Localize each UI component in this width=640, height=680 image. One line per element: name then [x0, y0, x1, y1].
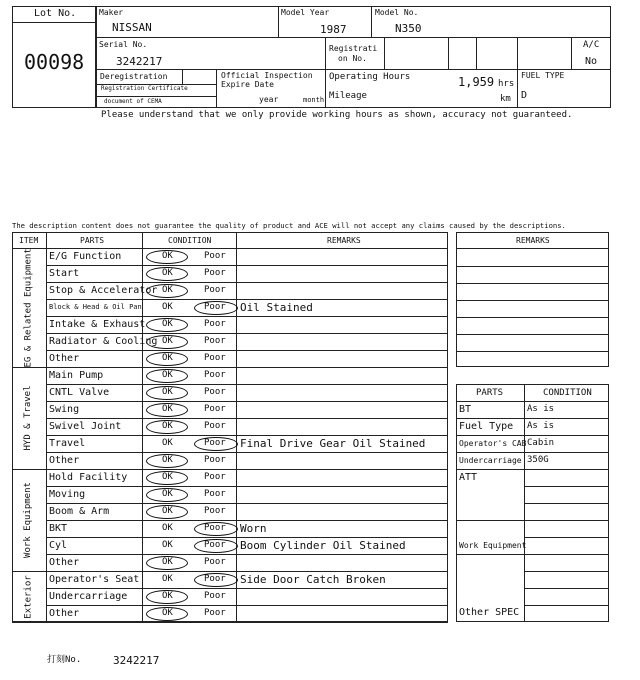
part-name: Stop & Accelerator [49, 285, 158, 296]
hours-notice: Please understand that we only provide working hours as shown, accuracy not guaranteed. [101, 110, 573, 120]
condition-circle [146, 284, 188, 298]
part-name: E/G Function [49, 251, 122, 262]
ok-option: OK [162, 404, 173, 414]
model-year-value: 1987 [320, 23, 347, 36]
poor-option: Poor [204, 268, 226, 278]
ok-option: OK [162, 489, 173, 499]
condition-circle [146, 505, 188, 519]
work-equipment-label: Work Equipment [459, 541, 527, 550]
condition-circle [146, 420, 188, 434]
poor-option: Poor [204, 387, 226, 397]
inspection-label-2: Expire Date [221, 80, 274, 89]
poor-option: Poor [204, 472, 226, 482]
registration-certificate-label: Registration Certificate [101, 85, 188, 92]
part-name: Moving [49, 489, 86, 500]
condition-circle [194, 539, 238, 553]
ok-option: OK [162, 608, 173, 618]
inspection-label-1: Official Inspection [221, 71, 313, 80]
remark-text: Worn [240, 522, 267, 535]
side-condition-value: Cabin [527, 438, 555, 448]
part-name: Main Pump [49, 370, 104, 381]
ok-option: OK [162, 574, 173, 584]
condition-circle [146, 369, 188, 383]
part-name: Swivel Joint [49, 421, 122, 432]
poor-option: Poor [204, 336, 226, 346]
part-name: Operator's Seat [49, 574, 140, 585]
lot-number: 00098 [24, 50, 85, 74]
side-condition-header: CONDITION [543, 388, 592, 398]
km-label: km [500, 94, 511, 104]
deregistration-label: Deregistration [100, 72, 168, 81]
condition-circle [194, 522, 238, 536]
condition-circle [146, 403, 188, 417]
registration-label-1: Registrati [329, 44, 378, 53]
footer-label: 打刻No. [47, 655, 82, 665]
part-name: Other [49, 608, 80, 619]
poor-option: Poor [204, 319, 226, 329]
poor-option: Poor [204, 489, 226, 499]
month-label: month [303, 96, 325, 104]
ok-option: OK [162, 506, 173, 516]
ok-option: OK [162, 591, 173, 601]
footer-value: 3242217 [113, 654, 160, 667]
col-item-header: ITEM [19, 236, 39, 245]
side-part-name: ATT [459, 472, 478, 483]
condition-circle [146, 267, 188, 281]
side-part-name: Operator's CAB [459, 439, 527, 448]
poor-option: Poor [204, 370, 226, 380]
side-condition-value: 350G [527, 455, 549, 465]
condition-circle [146, 607, 188, 621]
ok-option: OK [162, 268, 173, 278]
condition-circle [146, 488, 188, 502]
part-name: Intake & Exhaust [49, 319, 146, 330]
maker-value: NISSAN [112, 21, 152, 34]
remark-text: Side Door Catch Broken [240, 573, 386, 586]
part-name: Other [49, 455, 80, 466]
lot-no-label: Lot No. [34, 8, 77, 19]
ok-option: OK [162, 540, 173, 550]
model-year-label: Model Year [281, 8, 330, 17]
side-part-name: Fuel Type [459, 421, 514, 432]
condition-circle [146, 556, 188, 570]
part-name: Other [49, 557, 80, 568]
poor-option: Poor [204, 421, 226, 431]
ok-option: OK [162, 302, 173, 312]
side-parts-header: PARTS [476, 388, 504, 398]
poor-option: Poor [204, 591, 226, 601]
side-part-name: BT [459, 404, 472, 415]
condition-circle [194, 437, 238, 451]
part-name: Hold Facility [49, 472, 128, 483]
ok-option: OK [162, 421, 173, 431]
remark-text: Oil Stained [240, 301, 313, 314]
hrs-label: hrs [498, 79, 515, 89]
col-parts-header: PARTS [80, 236, 105, 245]
ok-option: OK [162, 285, 173, 295]
side-condition-value: As is [527, 421, 555, 431]
poor-option: Poor [204, 506, 226, 516]
part-name: Radiator & Cooling [49, 336, 158, 347]
part-name: Undercarriage [49, 591, 128, 602]
poor-option: Poor [204, 608, 226, 618]
poor-option: Poor [204, 285, 226, 295]
part-name: Swing [49, 404, 80, 415]
side-remarks-header: REMARKS [516, 236, 550, 245]
col-remarks-header: REMARKS [327, 236, 361, 245]
condition-circle [146, 386, 188, 400]
ok-option: OK [162, 387, 173, 397]
poor-option: Poor [204, 574, 226, 584]
part-name: Block & Head & Oil Pan [49, 303, 142, 311]
condition-circle [146, 454, 188, 468]
group-label: HYD & Travel [23, 385, 33, 451]
condition-circle [146, 471, 188, 485]
condition-circle [146, 352, 188, 366]
cema-label: document of CEMA [104, 98, 162, 105]
serial-no-value: 3242217 [116, 55, 163, 68]
model-no-label: Model No. [375, 8, 419, 17]
condition-circle [194, 301, 238, 315]
poor-option: Poor [204, 540, 226, 550]
poor-option: Poor [204, 404, 226, 414]
remark-text: Final Drive Gear Oil Stained [240, 437, 426, 450]
poor-option: Poor [204, 438, 226, 448]
ok-option: OK [162, 319, 173, 329]
mileage-label: Mileage [329, 91, 367, 101]
poor-option: Poor [204, 523, 226, 533]
ac-label: A/C [583, 40, 600, 50]
fuel-type-label: FUEL TYPE [521, 71, 565, 80]
condition-circle [146, 250, 188, 264]
ok-option: OK [162, 370, 173, 380]
operating-hours-label: Operating Hours [329, 72, 411, 82]
poor-option: Poor [204, 251, 226, 261]
condition-circle [146, 590, 188, 604]
condition-circle [194, 573, 238, 587]
part-name: Travel [49, 438, 86, 449]
poor-option: Poor [204, 302, 226, 312]
fuel-type-value: D [521, 90, 528, 101]
ok-option: OK [162, 472, 173, 482]
part-name: Cyl [49, 540, 68, 551]
part-name: Start [49, 268, 80, 279]
ok-option: OK [162, 336, 173, 346]
ok-option: OK [162, 251, 173, 261]
side-condition-value: As is [527, 404, 555, 414]
remark-text: Boom Cylinder Oil Stained [240, 539, 406, 552]
disclaimer-text: The description content does not guarantee the quality of product and ACE will not accept any claims caused by the descriptions. [12, 221, 566, 230]
ok-option: OK [162, 438, 173, 448]
group-label: EG & Related Equipment [23, 247, 33, 367]
poor-option: Poor [204, 557, 226, 567]
registration-label-2: on No. [338, 54, 367, 63]
ac-value: No [585, 56, 598, 67]
ok-option: OK [162, 455, 173, 465]
ok-option: OK [162, 353, 173, 363]
ok-option: OK [162, 523, 173, 533]
ok-option: OK [162, 557, 173, 567]
condition-circle [146, 335, 188, 349]
group-label: Work Equipment [23, 482, 33, 558]
year-label: year [259, 95, 279, 104]
side-part-name: Undercarriage [459, 456, 522, 465]
part-name: Other [49, 353, 80, 364]
poor-option: Poor [204, 353, 226, 363]
model-no-value: N350 [395, 22, 422, 35]
other-spec-label: Other SPEC [459, 607, 520, 618]
poor-option: Poor [204, 455, 226, 465]
operating-hours-value: 1,959 [458, 75, 495, 89]
maker-label: Maker [99, 8, 124, 17]
condition-circle [146, 318, 188, 332]
part-name: CNTL Valve [49, 387, 110, 398]
col-condition-header: CONDITION [168, 236, 212, 245]
part-name: BKT [49, 523, 68, 534]
serial-no-label: Serial No. [99, 40, 148, 49]
group-label: Exterior [23, 574, 33, 619]
part-name: Boom & Arm [49, 506, 110, 517]
